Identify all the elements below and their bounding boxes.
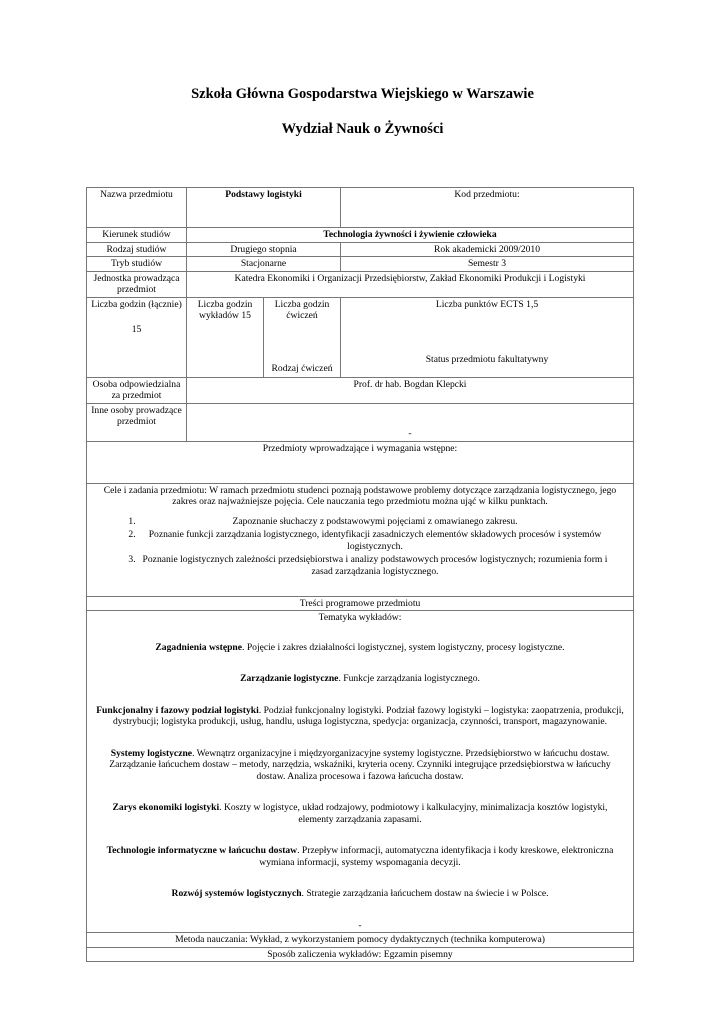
goal-item: 3. Poznanie logistycznych zależności przedsiębiorstwa i analizy podstawowych procesów logistycznych; rozumienia form i zasad zarządzania logistycznego. bbox=[138, 554, 612, 577]
exercise-type: Rodzaj ćwiczeń bbox=[271, 363, 333, 374]
goal-item: 1. Zapoznanie słuchaczy z podstawowymi pojęciami z omawianego zakresu. bbox=[138, 516, 612, 528]
assessment: Sposób zaliczenia wykładów: Egzamin pisemny bbox=[87, 947, 634, 962]
topic-item: Rozwój systemów logistycznych. Strategie zarządzania łańcuchem dostaw na świecie i w Polsce. bbox=[171, 888, 549, 899]
program-contents: Treści programowe przedmiotu bbox=[87, 596, 634, 611]
status: Status przedmiotu fakultatywny bbox=[425, 353, 549, 365]
hours-total-label: Liczba godzin (łącznie) bbox=[91, 298, 182, 310]
responsible-value: Prof. dr hab. Bogdan Klepcki bbox=[187, 377, 634, 403]
unit-label: Jednostka prowadząca przedmiot bbox=[87, 271, 187, 297]
field-value: Technologia żywności i żywienie człowieka bbox=[187, 228, 634, 243]
exercise-hours: Liczba godzin ćwiczeń bbox=[274, 298, 330, 321]
lecture-topics-label: Tematyka wykładów: bbox=[318, 612, 402, 623]
subject-code-label: Kod przedmiotu: bbox=[341, 188, 634, 228]
field-label: Kierunek studiów bbox=[87, 228, 187, 243]
goals-list bbox=[90, 516, 630, 578]
ects: Liczba punktów ECTS 1,5 bbox=[435, 298, 539, 310]
topics-end: - bbox=[358, 919, 362, 931]
goal-item: 2. Poznanie funkcji zarządzania logistycznego, identyfikacji zasadniczych elementów składowych procesów i systemów logistycznych. bbox=[138, 529, 612, 552]
exercise-cell bbox=[264, 297, 341, 377]
goals-intro: Cele i zadania przedmiotu: W ramach przedmiotu studenci poznają podstawowe problemy dotyczące zarządzania logistycznego, jego zakres oraz najważniejsze pojęcia. Cele nauczania tego przedmiotu można ująć w kilku punktach. bbox=[103, 484, 617, 507]
type-value: Drugiego stopnia bbox=[187, 242, 341, 257]
subject-name-value: Podstawy logistyki bbox=[187, 188, 341, 228]
subject-name-label: Nazwa przedmiotu bbox=[87, 188, 187, 228]
type-label: Rodzaj studiów bbox=[87, 242, 187, 257]
responsible-label: Osoba odpowiedzialna za przedmiot bbox=[87, 377, 187, 403]
others-value: - bbox=[187, 403, 634, 441]
hours-total-value: 15 bbox=[131, 324, 142, 335]
lecture-hours: Liczba godzin wykładów 15 bbox=[187, 297, 264, 377]
topic-item: Technologie informatyczne w łańcuchu dostaw. Przepływ informacji, automatyczna identyfikacja i kody kreskowe, elektroniczna wymiana informacji, systemy wspomagania decyzji. bbox=[106, 845, 614, 868]
goals-cell bbox=[87, 483, 634, 596]
others-label: Inne osoby prowadzące przedmiot bbox=[87, 403, 187, 441]
university-title: Szkoła Główna Gospodarstwa Wiejskiego w Warszawie bbox=[191, 86, 534, 102]
topic-item: Funkcjonalny i fazowy podział logistyki. Podział funkcjonalny logistyki. Podział fazowy logistyki – logistyka: zaopatrzenia, produkcji, dystrybucji; logistyka produkcji, usług, handlu, usługa logistyczna, spedycja: organizacja, czynności, transport, magazynowanie. bbox=[96, 704, 624, 727]
academic-year: Rok akademicki 2009/2010 bbox=[341, 242, 634, 257]
unit-value: Katedra Ekonomiki i Organizacji Przedsiębiorstw, Zakład Ekonomiki Produkcji i Logistyki bbox=[187, 271, 634, 297]
topic-item: Zarządzanie logistyczne. Funkcje zarządzania logistycznego. bbox=[240, 673, 480, 684]
hours-total-cell bbox=[87, 297, 187, 377]
prerequisites: Przedmioty wprowadzające i wymagania wstępne: bbox=[87, 441, 634, 483]
topic-item: Zarys ekonomiki logistyki. Koszty w logistyce, układ rodzajowy, podmiotowy i kalkulacyjny, minimalizacja kosztów logistyki, elementy zarządzania zapasami. bbox=[112, 802, 608, 825]
syllabus-table bbox=[86, 187, 634, 962]
faculty-title: Wydział Nauk o Żywności bbox=[281, 121, 444, 137]
ects-status-cell bbox=[341, 297, 634, 377]
teaching-method: Metoda nauczania: Wykład, z wykorzystaniem pomocy dydaktycznych (technika komputerowa) bbox=[87, 933, 634, 948]
lecture-topics-cell bbox=[87, 611, 634, 933]
topic-item: Zagadnienia wstępne. Pojęcie i zakres działalności logistycznej, system logistyczny, procesy logistyczne. bbox=[155, 641, 565, 653]
mode-label: Tryb studiów bbox=[87, 257, 187, 272]
mode-value: Stacjonarne bbox=[187, 257, 341, 272]
topic-item: Systemy logistyczne. Wewnątrz organizacyjne i międzyorganizacyjne systemy logistyczne. Przedsiębiorstwo w łańcuchu dostaw. Zarządzanie łańcuchem dostaw – metody, narzędzia, wskaźniki, kryteria oceny. Czynniki integrujące przedsiębiorstwa w łańcuchy dostaw. Analiza procesowa i fazowa łańcucha dostaw. bbox=[109, 747, 611, 782]
semester: Semestr 3 bbox=[341, 257, 634, 272]
